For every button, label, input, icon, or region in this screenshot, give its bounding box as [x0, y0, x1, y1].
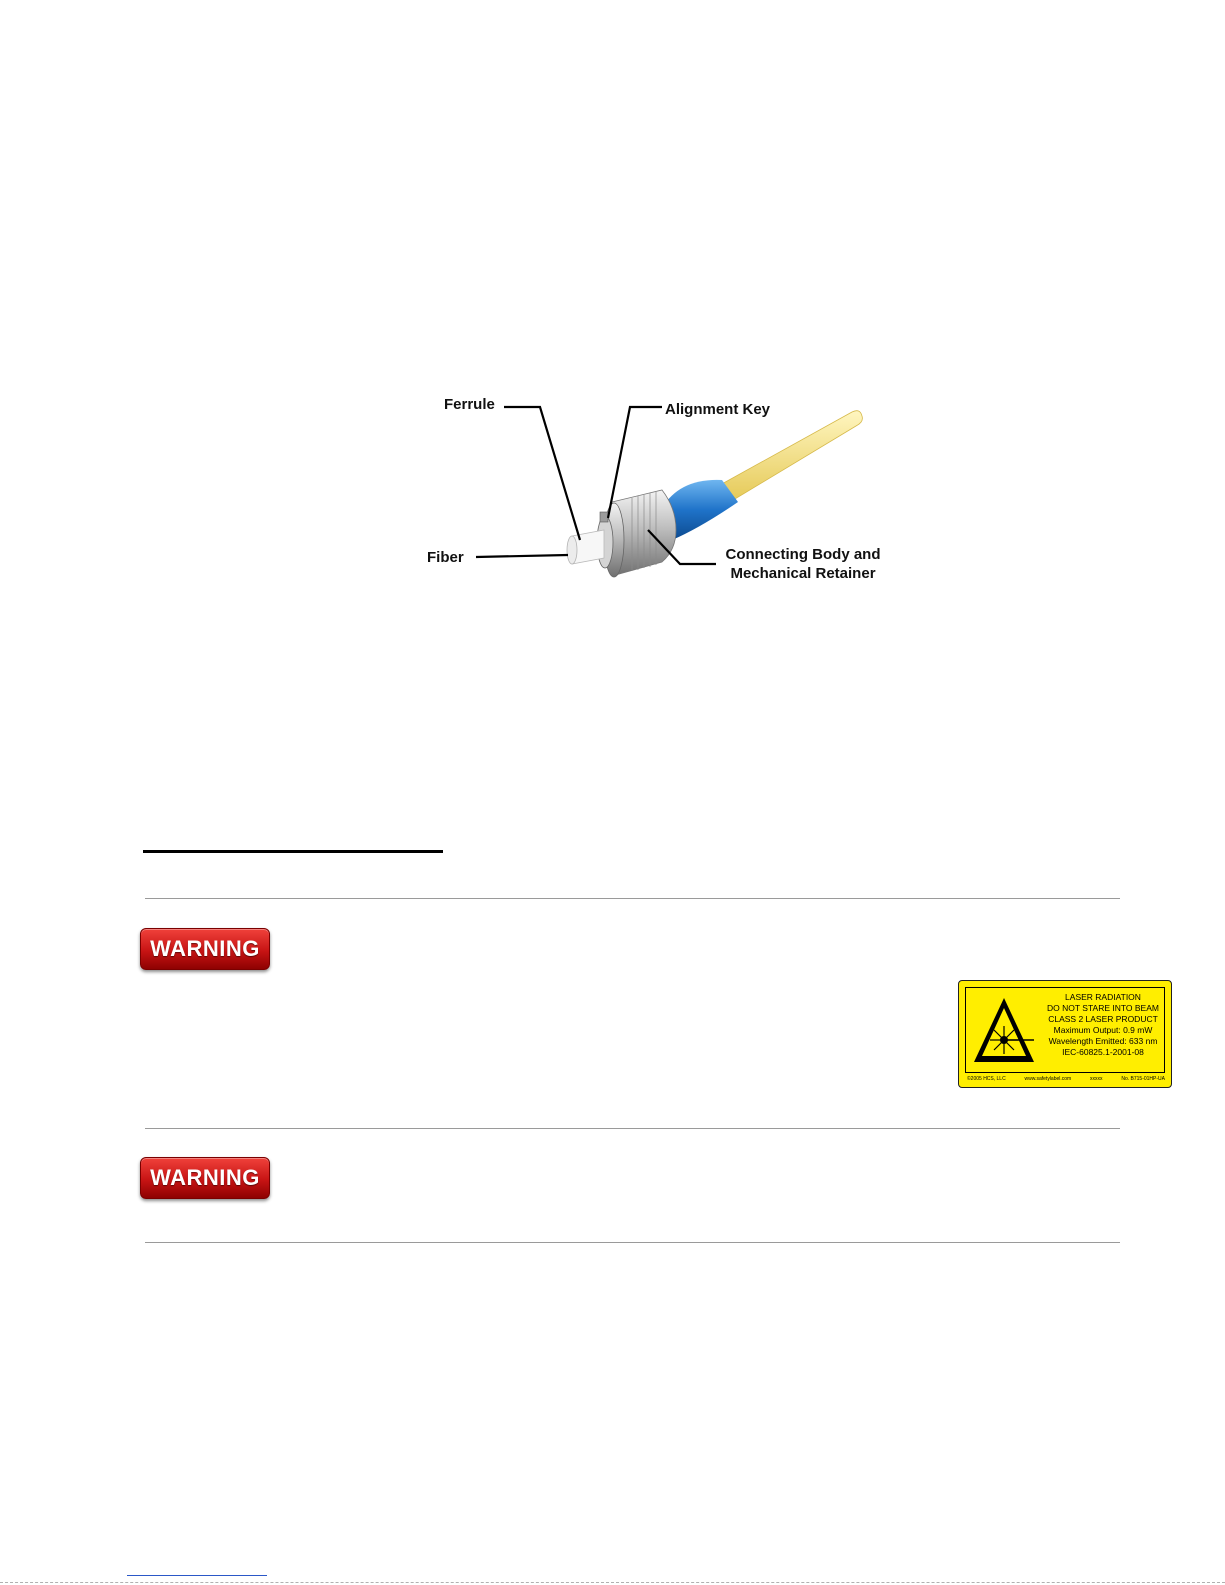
laser-footer-number: No. B715-01HP-UA [1121, 1076, 1165, 1082]
warning-badge: WARNING [140, 928, 270, 970]
separator-middle [145, 1128, 1120, 1129]
laser-label-text [1042, 992, 1164, 1058]
ferrule [567, 530, 604, 564]
laser-line: CLASS 2 LASER PRODUCT [1048, 1014, 1158, 1024]
laser-hazard-icon [970, 992, 1038, 1068]
laser-line: Maximum Output: 0.9 mW [1053, 1025, 1153, 1035]
fiber-cable [720, 411, 862, 502]
laser-footer-url: www.safetylabel.com [1024, 1076, 1072, 1082]
callout-connecting-body-line2: Mechanical Retainer [730, 565, 876, 582]
laser-line: DO NOT STARE INTO BEAM [1047, 1003, 1159, 1013]
callout-ferrule: Ferrule [444, 396, 495, 413]
laser-footer-copyright: ©2005 HCS, LLC [967, 1076, 1006, 1082]
laser-footer-code: xxxxx [1090, 1076, 1103, 1082]
alignment-key [600, 512, 608, 522]
warning-badge: WARNING [140, 1157, 270, 1199]
footer-link-underline [127, 1575, 267, 1576]
callout-connecting-body-line1: Connecting Body and [725, 546, 881, 563]
laser-line: Wavelength Emitted: 633 nm [1048, 1036, 1158, 1046]
laser-line: LASER RADIATION [1065, 992, 1141, 1002]
separator-top [145, 898, 1120, 899]
separator-bottom [145, 1242, 1120, 1243]
page-bottom-border [0, 1582, 1225, 1583]
laser-line: IEC-60825.1-2001-08 [1062, 1047, 1144, 1057]
laser-label-footer [967, 1076, 1165, 1082]
laser-label-frame [965, 987, 1165, 1073]
section-heading-underline [143, 850, 443, 853]
callout-fiber: Fiber [427, 549, 464, 566]
laser-safety-label [958, 980, 1172, 1088]
callout-connecting-body [718, 545, 888, 583]
callout-alignment-key: Alignment Key [665, 401, 771, 418]
